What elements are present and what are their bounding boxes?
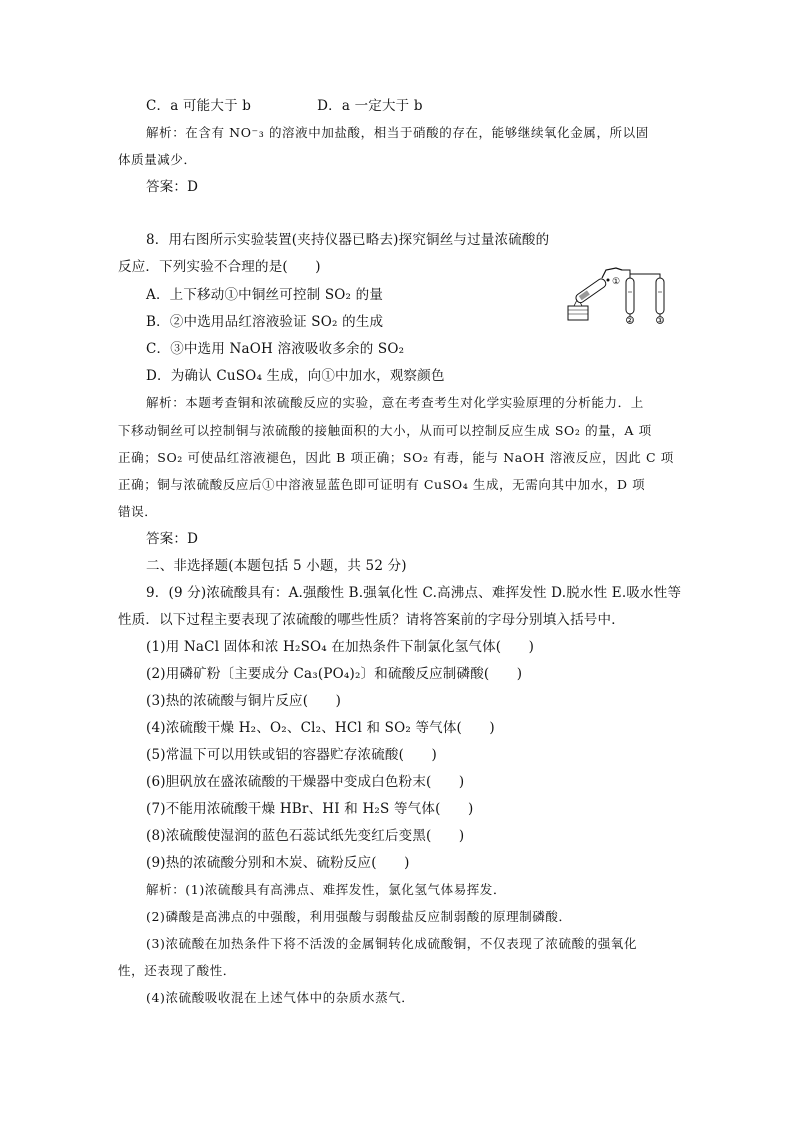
label-1: ① xyxy=(612,277,621,287)
q8-option-a: A．上下移动①中铜丝可控制 SO₂ 的量 xyxy=(146,287,384,303)
q9-stem-line-1: 9．(9 分)浓硫酸具有：A.强酸性 B.强氧化性 C.高沸点、难挥发性 D.脱水性 E.吸水性等 xyxy=(146,585,682,601)
q9-item-1: (1)用 NaCl 固体和浓 H₂SO₄ 在加热条件下制氯化氢气体( ) xyxy=(146,639,535,655)
q8-explanation-line-5: 错误． xyxy=(118,504,158,519)
q9-stem-line-2: 性质．以下过程主要表现了浓硫酸的哪些性质？请将答案前的字母分别填入括号中． xyxy=(118,612,625,628)
q9-explanation-3: (3)浓硫酸在加热条件下将不活泼的金属铜转化成硫酸铜，不仅表现了浓硫酸的强氧化 xyxy=(146,936,638,951)
q8-explanation-line-4: 正确；铜与浓硫酸反应后①中溶液显蓝色即可证明有 CuSO₄ 生成，无需向其中加水，D 项 xyxy=(118,477,646,492)
q8-option-d: D．为确认 CuSO₄ 生成，向①中加水，观察颜色 xyxy=(146,368,445,384)
q8-stem-line-1: 8．用右图所示实验装置(夹持仪器已略去)探究铜丝与过量浓硫酸的 xyxy=(146,232,550,248)
test-tube-1 xyxy=(574,277,607,304)
q8-option-c: C．③中选用 NaOH 溶液吸收多余的 SO₂ xyxy=(146,341,405,357)
q9-item-6: (6)胆矾放在盛浓硫酸的干燥器中变成白色粉末( ) xyxy=(146,774,465,790)
q9-item-4: (4)浓硫酸干燥 H₂、O₂、Cl₂、HCl 和 SO₂ 等气体( ) xyxy=(146,720,495,736)
q7-option-d: D．a 一定大于 b xyxy=(317,98,423,114)
q7-explanation-line-2: 体质量减少． xyxy=(118,152,197,167)
stand-block xyxy=(568,306,588,320)
q8-explanation-line-2: 下移动铜丝可以控制铜与浓硫酸的接触面积的大小，从而可以控制反应生成 SO₂ 的量，A 项 xyxy=(118,423,652,438)
q9-item-8: (8)浓硫酸使湿润的蓝色石蕊试纸先变红后变黑( ) xyxy=(146,828,465,844)
label-3: ③ xyxy=(656,316,664,324)
label-2: ② xyxy=(626,316,634,324)
q9-item-7: (7)不能用浓硫酸干燥 HBr、HI 和 H₂S 等气体( ) xyxy=(146,801,474,817)
q9-explanation-2: (2)磷酸是高沸点的中强酸，利用强酸与弱酸盐反应制弱酸的原理制磷酸． xyxy=(146,909,572,924)
q9-explanation-5: (4)浓硫酸吸收混在上述气体中的杂质水蒸气． xyxy=(146,990,415,1005)
q7-options-row xyxy=(146,96,674,116)
test-tube-3 xyxy=(656,278,664,314)
q8-explanation-line-3: 正确；SO₂ 可使品红溶液褪色，因此 B 项正确；SO₂ 有毒，能与 NaOH 溶液反应，因此 C 项 xyxy=(118,450,674,465)
q8-option-b: B．②中选用品红溶液验证 SO₂ 的生成 xyxy=(146,314,384,330)
q9-item-2: (2)用磷矿粉〔主要成分 Ca₃(PO₄)₂〕和硫酸反应制磷酸( ) xyxy=(146,666,523,682)
q9-item-9: (9)热的浓硫酸分别和木炭、硫粉反应( ) xyxy=(146,855,410,871)
q9-item-5: (5)常温下可以用铁或铝的容器贮存浓硫酸( ) xyxy=(146,747,437,763)
q9-explanation-4: 性，还表现了酸性． xyxy=(118,963,236,978)
q7-explanation-line-1: 解析：在含有 NO⁻₃ 的溶液中加盐酸，相当于硝酸的存在，能够继续氧化金属，所以固 xyxy=(146,125,649,140)
q7-answer: 答案：D xyxy=(146,179,199,195)
experiment-apparatus-figure xyxy=(560,262,678,324)
test-tube-2 xyxy=(626,278,634,314)
q8-stem-line-2: 反应．下列实验不合理的是( ) xyxy=(118,259,321,275)
section-2-heading: 二、非选择题(本题包括 5 小题，共 52 分) xyxy=(146,558,407,574)
q9-item-3: (3)热的浓硫酸与铜片反应( ) xyxy=(146,693,342,709)
q7-option-c: C．a 可能大于 b xyxy=(146,98,252,114)
q9-explanation-1: 解析：(1)浓硫酸具有高沸点、难挥发性，氯化氢气体易挥发． xyxy=(146,882,507,897)
q8-explanation-line-1: 解析：本题考查铜和浓硫酸反应的实验，意在考查考生对化学实验原理的分析能力．上 xyxy=(146,395,644,410)
q8-answer: 答案：D xyxy=(146,531,199,547)
